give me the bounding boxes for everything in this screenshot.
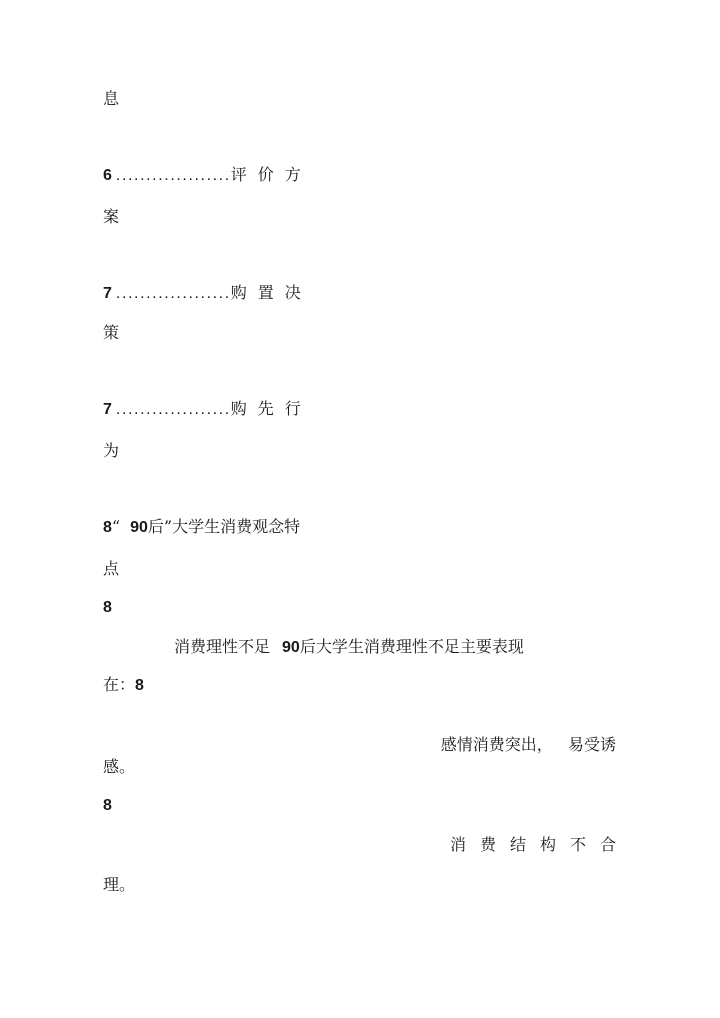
bold-number: 90: [282, 639, 300, 656]
line-text: 理。: [103, 875, 136, 894]
page-number: 8: [103, 797, 112, 814]
toc-leader-dots: ...................: [115, 285, 231, 302]
page-number: 8: [135, 677, 144, 694]
toc-page-number: 7: [103, 285, 112, 302]
line-text: 在：: [103, 675, 136, 694]
toc-page-number: 6: [103, 167, 112, 184]
line-text: 感。: [103, 757, 136, 776]
line-text-a: 消费理性不足: [174, 637, 271, 656]
text-line-9: [103, 559, 119, 579]
line-text-b: 后大学生消费理性不足主要表现: [299, 637, 524, 656]
toc-entry-purchase-decision: [103, 283, 312, 303]
line-text: 策: [103, 323, 120, 342]
text-line-5: [103, 323, 119, 343]
toc-entry-purchase-behavior: [103, 399, 312, 419]
toc-page-number: 8: [103, 519, 112, 536]
line-text: 息: [103, 89, 120, 108]
text-line-10: [103, 597, 112, 617]
bold-number: 90: [130, 519, 148, 536]
line-text: 案: [103, 207, 120, 226]
toc-leader-dots: ...................: [115, 167, 231, 184]
quote-open: “: [111, 517, 121, 536]
toc-entry-90s-concepts: [103, 517, 300, 537]
text-line-1: [103, 89, 119, 109]
paragraph-line-emotional: [431, 715, 616, 754]
line-text: 消费结构不合: [449, 835, 630, 854]
line-text: 点: [103, 559, 120, 578]
text-line-7: [103, 441, 119, 461]
text-line-12: [103, 675, 144, 695]
toc-page-number: 7: [103, 401, 112, 418]
toc-entry-label: 评价方: [230, 165, 312, 184]
toc-entry-label: 购置决: [230, 283, 312, 302]
toc-entry-label: 后”大学生消费观念特: [147, 517, 301, 536]
text-line-15: [103, 795, 112, 815]
text-line-14: [103, 757, 135, 777]
line-text: 为: [103, 441, 120, 460]
line-text: 感情消费突出， 易受诱: [440, 735, 616, 754]
text-line-17: [103, 875, 135, 895]
paragraph-line-structure: [449, 835, 630, 855]
paragraph-line-rationality: [174, 637, 524, 657]
toc-entry-evaluate: [103, 165, 312, 185]
page-number: 8: [103, 599, 112, 616]
toc-leader-dots: ...................: [115, 401, 231, 418]
text-line-3: [103, 207, 119, 227]
toc-entry-label: 购先行: [230, 399, 312, 418]
